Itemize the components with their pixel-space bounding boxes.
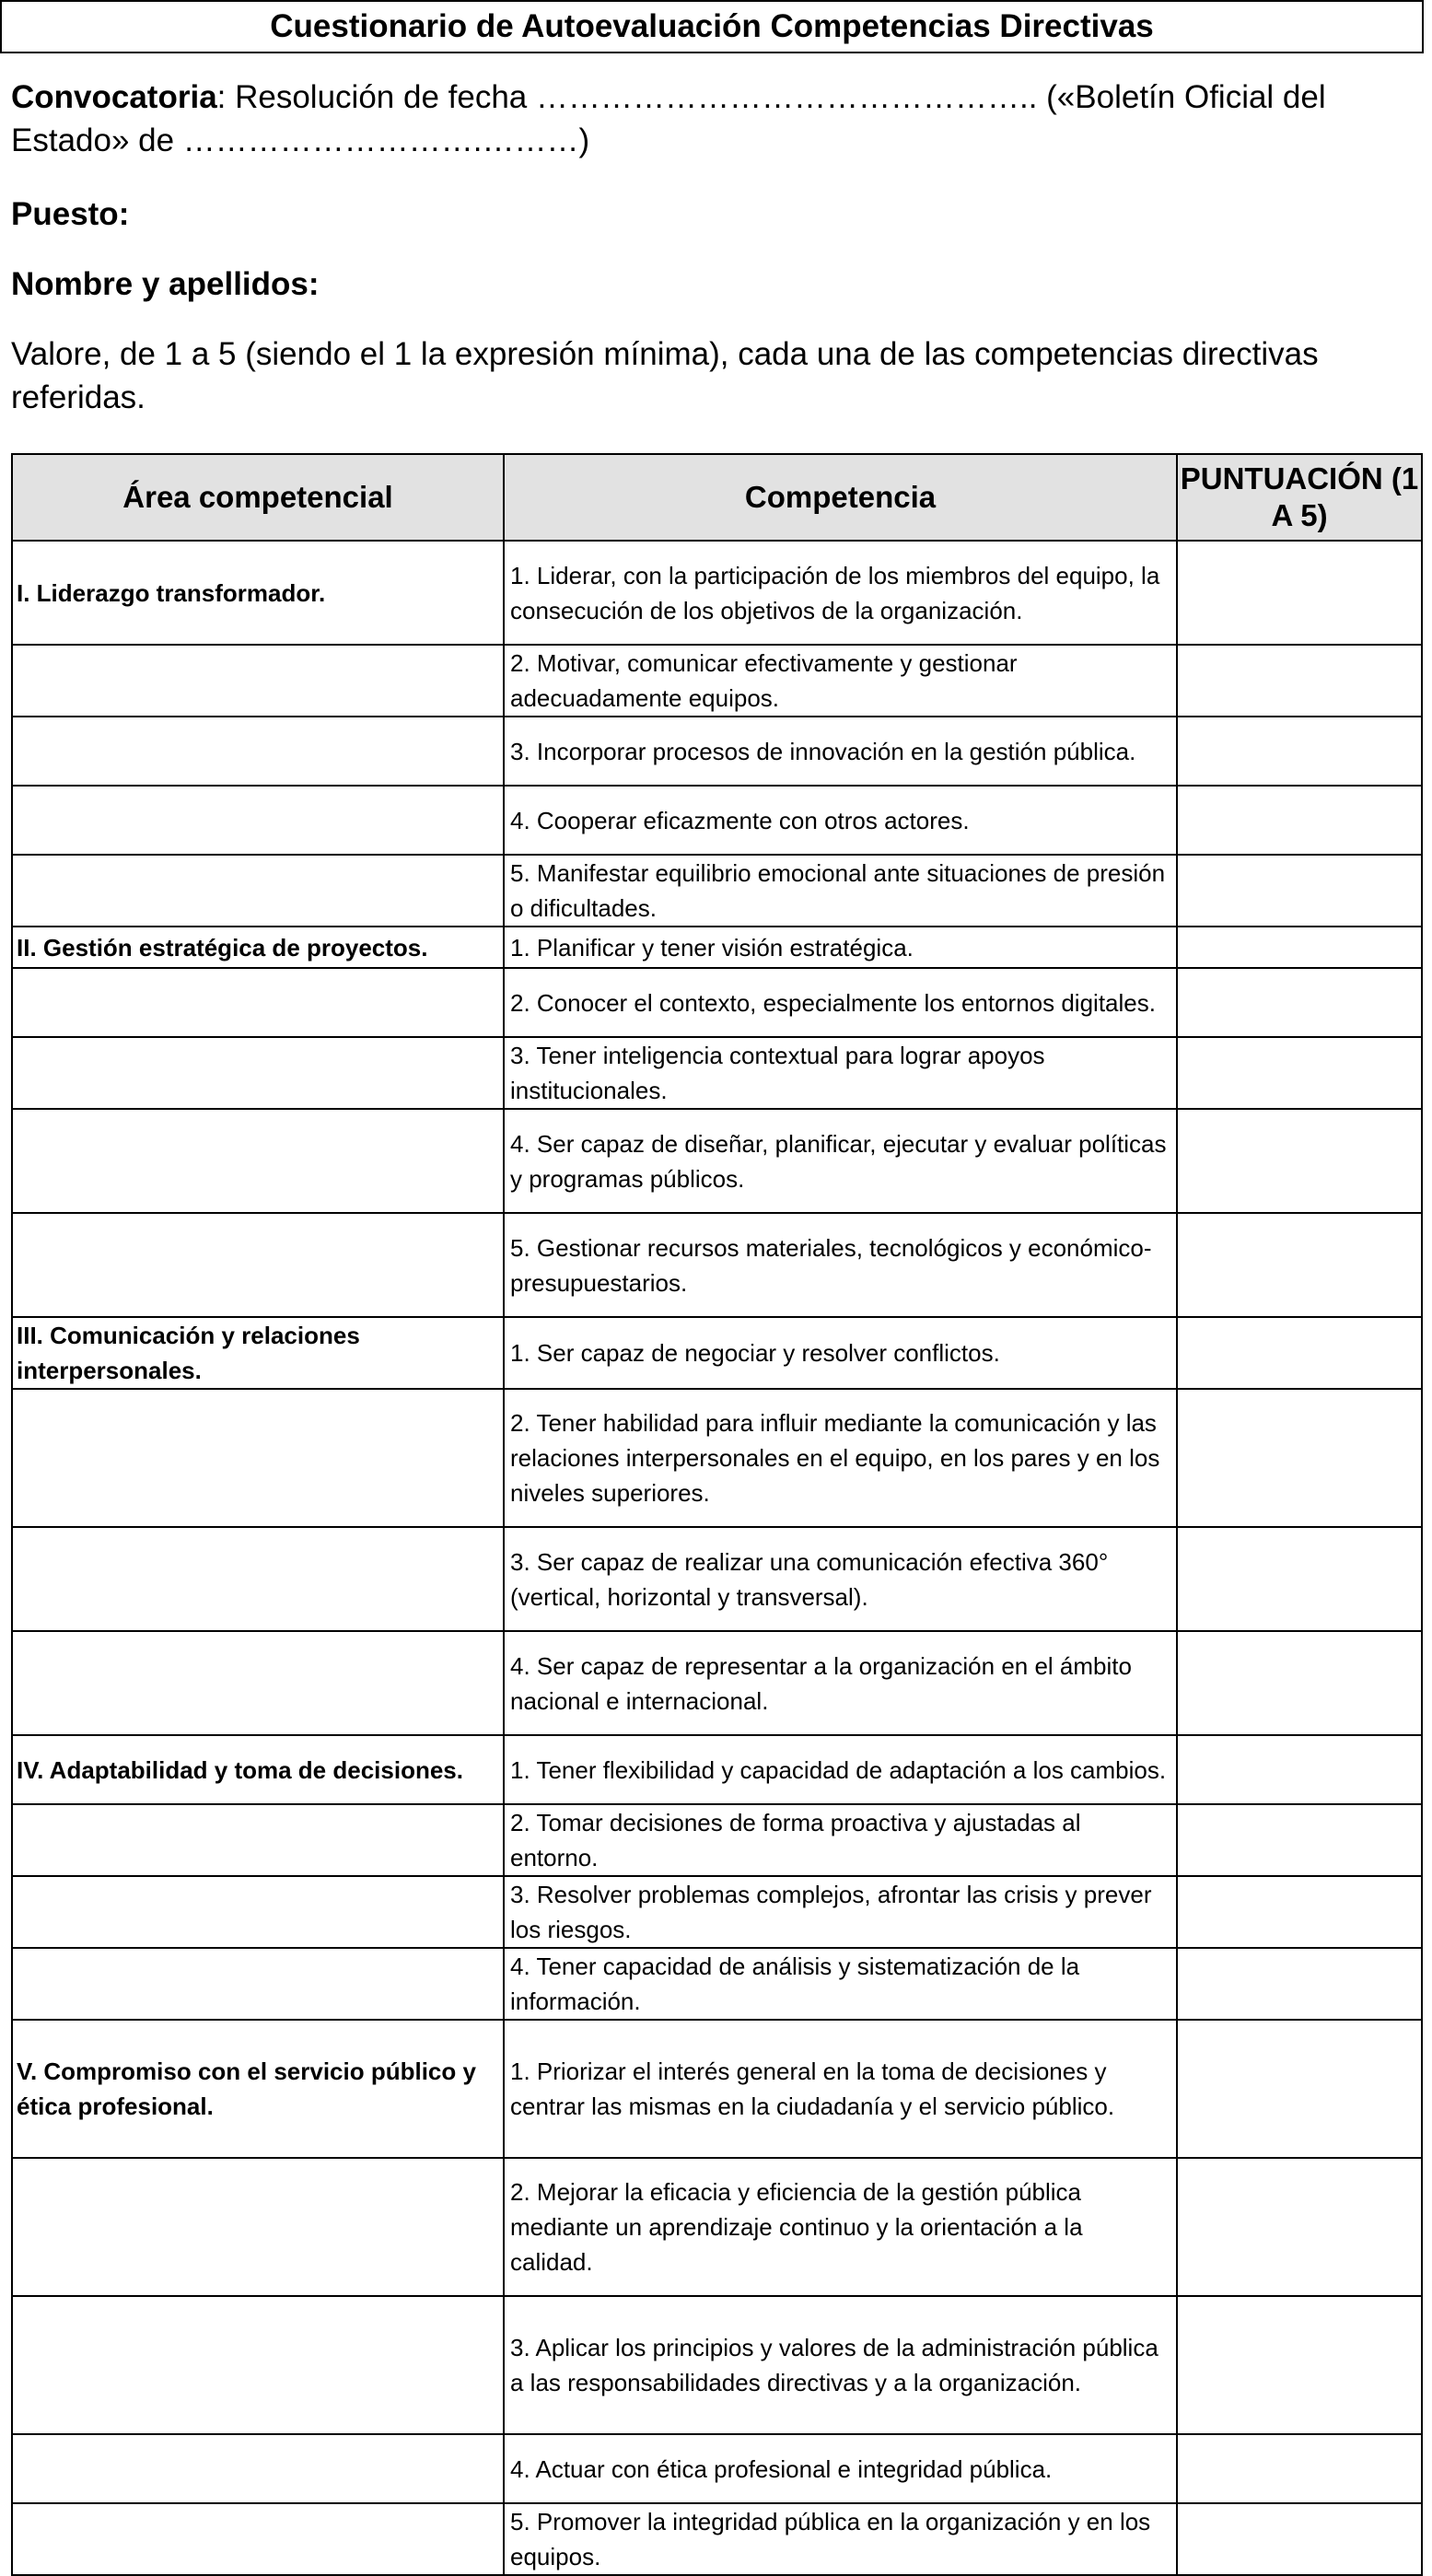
puntuacion-cell[interactable] xyxy=(1177,1735,1422,1804)
competencia-cell: 5. Manifestar equilibrio emocional ante situaciones de presión o dificultades. xyxy=(504,855,1177,927)
puntuacion-cell[interactable] xyxy=(1177,1876,1422,1948)
table-row xyxy=(12,1037,1422,1109)
area-cell: II. Gestión estratégica de proyectos. xyxy=(12,927,504,968)
area-cell xyxy=(12,1631,504,1735)
convocatoria-label: Convocatoria xyxy=(11,79,217,115)
area-cell xyxy=(12,717,504,786)
table-row xyxy=(12,1804,1422,1876)
area-cell xyxy=(12,1389,504,1527)
puntuacion-cell[interactable] xyxy=(1177,645,1422,717)
area-cell xyxy=(12,968,504,1037)
convocatoria-text: : Resolución de fecha ……………………………………….. («Boletín Oficial del Estado» de ……………………….………) xyxy=(11,79,1326,158)
competencia-cell: 1. Liderar, con la participación de los miembros del equipo, la consecución de los objetivos de la organización. xyxy=(504,541,1177,645)
competencia-cell: 1. Planificar y tener visión estratégica. xyxy=(504,927,1177,968)
area-cell xyxy=(12,2158,504,2296)
puntuacion-cell[interactable] xyxy=(1177,2434,1422,2503)
area-cell xyxy=(12,1876,504,1948)
table-row xyxy=(12,2020,1422,2158)
area-cell xyxy=(12,855,504,927)
area-cell xyxy=(12,1527,504,1631)
puntuacion-cell[interactable] xyxy=(1177,1037,1422,1109)
competencia-cell: 2. Motivar, comunicar efectivamente y gestionar adecuadamente equipos. xyxy=(504,645,1177,717)
puntuacion-cell[interactable] xyxy=(1177,1631,1422,1735)
area-cell xyxy=(12,2434,504,2503)
puntuacion-cell[interactable] xyxy=(1177,1213,1422,1317)
puntuacion-cell[interactable] xyxy=(1177,1527,1422,1631)
puntuacion-cell[interactable] xyxy=(1177,855,1422,927)
table-row xyxy=(12,645,1422,717)
area-cell xyxy=(12,645,504,717)
table-row xyxy=(12,717,1422,786)
table-row xyxy=(12,1213,1422,1317)
puntuacion-cell[interactable] xyxy=(1177,717,1422,786)
competencia-cell: 4. Actuar con ética profesional e integridad pública. xyxy=(504,2434,1177,2503)
header-puntuacion: PUNTUACIÓN (1 A 5) xyxy=(1177,454,1422,541)
table-row xyxy=(12,2158,1422,2296)
puntuacion-cell[interactable] xyxy=(1177,2503,1422,2575)
puntuacion-cell[interactable] xyxy=(1177,2296,1422,2434)
competencia-cell: 5. Promover la integridad pública en la organización y en los equipos. xyxy=(504,2503,1177,2575)
competencia-cell: 3. Tener inteligencia contextual para lograr apoyos institucionales. xyxy=(504,1037,1177,1109)
table-row xyxy=(12,541,1422,645)
area-cell xyxy=(12,2296,504,2434)
competencia-cell: 2. Tener habilidad para influir mediante la comunicación y las relaciones interpersonales en el equipo, en los pares y en los niveles superiores. xyxy=(504,1389,1177,1527)
area-cell: IV. Adaptabilidad y toma de decisiones. xyxy=(12,1735,504,1804)
document-title: Cuestionario de Autoevaluación Competencias Directivas xyxy=(0,0,1424,53)
table-row xyxy=(12,2434,1422,2503)
table-row xyxy=(12,1948,1422,2020)
header-area: Área competencial xyxy=(12,454,504,541)
table-row xyxy=(12,968,1422,1037)
competencia-cell: 3. Aplicar los principios y valores de la administración pública a las responsabilidades directivas y a la organización. xyxy=(504,2296,1177,2434)
area-cell xyxy=(12,2503,504,2575)
area-cell xyxy=(12,1109,504,1213)
competencia-cell: 3. Resolver problemas complejos, afrontar las crisis y prever los riesgos. xyxy=(504,1876,1177,1948)
table-row xyxy=(12,1389,1422,1527)
header-competencia: Competencia xyxy=(504,454,1177,541)
competencias-table xyxy=(11,453,1423,2576)
competencia-cell: 2. Mejorar la eficacia y eficiencia de la gestión pública mediante un aprendizaje continuo y la orientación a la calidad. xyxy=(504,2158,1177,2296)
competencia-cell: 4. Tener capacidad de análisis y sistematización de la información. xyxy=(504,1948,1177,2020)
table-row xyxy=(12,1109,1422,1213)
puntuacion-cell[interactable] xyxy=(1177,1948,1422,2020)
puntuacion-cell[interactable] xyxy=(1177,2020,1422,2158)
competencia-cell: 5. Gestionar recursos materiales, tecnológicos y económico-presupuestarios. xyxy=(504,1213,1177,1317)
puntuacion-cell[interactable] xyxy=(1177,1804,1422,1876)
convocatoria-line xyxy=(11,76,1429,162)
table-row xyxy=(12,1631,1422,1735)
nombre-label: Nombre y apellidos: xyxy=(11,266,320,302)
competencia-cell: 1. Ser capaz de negociar y resolver conflictos. xyxy=(504,1317,1177,1389)
table-header-row xyxy=(12,454,1422,541)
competencia-cell: 4. Ser capaz de representar a la organización en el ámbito nacional e internacional. xyxy=(504,1631,1177,1735)
table-row xyxy=(12,1876,1422,1948)
table-row xyxy=(12,1317,1422,1389)
competencia-cell: 3. Incorporar procesos de innovación en la gestión pública. xyxy=(504,717,1177,786)
puesto-label: Puesto: xyxy=(11,196,130,232)
competencia-cell: 3. Ser capaz de realizar una comunicación efectiva 360° (vertical, horizontal y transversal). xyxy=(504,1527,1177,1631)
competencia-cell: 1. Tener flexibilidad y capacidad de adaptación a los cambios. xyxy=(504,1735,1177,1804)
area-cell: III. Comunicación y relaciones interpersonales. xyxy=(12,1317,504,1389)
table-row xyxy=(12,1527,1422,1631)
puntuacion-cell[interactable] xyxy=(1177,927,1422,968)
table-row xyxy=(12,1735,1422,1804)
table-row xyxy=(12,786,1422,855)
puntuacion-cell[interactable] xyxy=(1177,1317,1422,1389)
competencia-cell: 2. Tomar decisiones de forma proactiva y ajustadas al entorno. xyxy=(504,1804,1177,1876)
puntuacion-cell[interactable] xyxy=(1177,786,1422,855)
area-cell xyxy=(12,1213,504,1317)
competencia-cell: 2. Conocer el contexto, especialmente los entornos digitales. xyxy=(504,968,1177,1037)
area-cell: I. Liderazgo transformador. xyxy=(12,541,504,645)
competencia-cell: 4. Ser capaz de diseñar, planificar, ejecutar y evaluar políticas y programas públicos. xyxy=(504,1109,1177,1213)
puntuacion-cell[interactable] xyxy=(1177,541,1422,645)
competencia-cell: 4. Cooperar eficazmente con otros actores. xyxy=(504,786,1177,855)
instructions-text: Valore, de 1 a 5 (siendo el 1 la expresión mínima), cada una de las competencias directivas referidas. xyxy=(11,336,1319,415)
puntuacion-cell[interactable] xyxy=(1177,2158,1422,2296)
competencia-cell: 1. Priorizar el interés general en la toma de decisiones y centrar las mismas en la ciudadanía y el servicio público. xyxy=(504,2020,1177,2158)
area-cell xyxy=(12,1804,504,1876)
table-row xyxy=(12,927,1422,968)
area-cell: V. Compromiso con el servicio público y ética profesional. xyxy=(12,2020,504,2158)
area-cell xyxy=(12,1948,504,2020)
table-row xyxy=(12,855,1422,927)
puntuacion-cell[interactable] xyxy=(1177,1109,1422,1213)
table-row xyxy=(12,2503,1422,2575)
area-cell xyxy=(12,1037,504,1109)
puntuacion-cell[interactable] xyxy=(1177,1389,1422,1527)
table-row xyxy=(12,2296,1422,2434)
area-cell xyxy=(12,786,504,855)
puntuacion-cell[interactable] xyxy=(1177,968,1422,1037)
